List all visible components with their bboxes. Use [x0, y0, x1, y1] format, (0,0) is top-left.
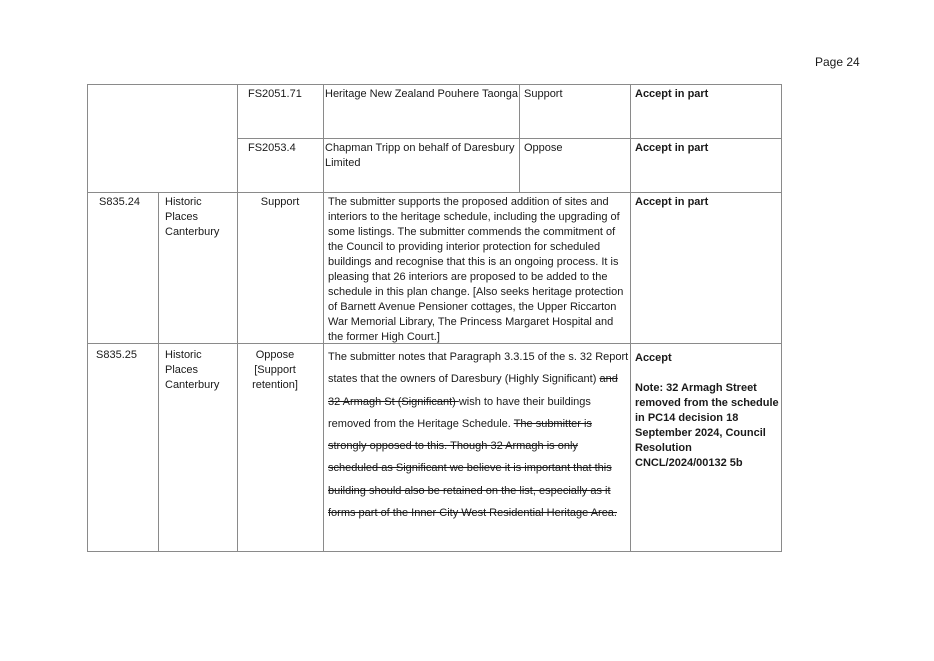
recommendation-decision: Accept [635, 352, 672, 364]
summary-text: The submitter notes that Paragraph 3.3.15 of the s. 32 Report states that the owners of Daresbury (Highly Significant) [328, 351, 629, 386]
submission-id: S835.24 [99, 196, 140, 208]
table-border-left [87, 84, 88, 552]
recommendation: Accept in part [635, 142, 709, 154]
position: Oppose [524, 142, 563, 154]
submission-id: FS2053.4 [248, 142, 296, 154]
submitter-name: Historic Places Canterbury [165, 196, 220, 238]
row-divider [237, 138, 781, 139]
submission-summary [328, 346, 630, 524]
submitter-name: Chapman Tripp on behalf of Daresbury Limited [325, 142, 515, 169]
submission-id: FS2051.71 [248, 88, 302, 100]
column-divider [630, 84, 631, 552]
submitter-name: Heritage New Zealand Pouhere Taonga [325, 88, 519, 100]
table-border-right [781, 84, 782, 552]
position: Support [524, 88, 563, 100]
position: Oppose [Support retention] [252, 349, 298, 391]
submitter-name: Historic Places Canterbury [165, 349, 220, 391]
column-divider [323, 84, 324, 552]
recommendation [635, 351, 779, 471]
recommendation-note: Note: 32 Armagh Street removed from the schedule in PC14 decision 18 September 2024, Council Resolution CNCL/2024/00132 5b [635, 382, 779, 469]
table-border-top [87, 84, 781, 85]
table-border-bottom [87, 551, 781, 552]
column-divider [519, 84, 520, 192]
summary-text-struck: The submitter is strongly opposed to this. Though 32 Armagh is only scheduled as Significant we believe it is important that this building should also be retained on the list, especially as it forms part of the Inner City West Residential Heritage Area. [328, 417, 617, 520]
column-divider [237, 84, 238, 552]
submission-summary: The submitter supports the proposed addition of sites and interiors to the heritage schedule, including the upgrading of some listings. The submitter commends the commitment of the Council to providing interior protection for scheduled buildings and recognise that this is an ongoing process. It is pleasing that 26 interiors are proposed to be added to the schedule in this plan change. [Also seeks heritage protection of Barnett Avenue Pensioner cottages, the Upper Riccarton War Memorial Library, The Princess Margaret Hospital and the former High Court.] [328, 196, 624, 343]
column-divider [158, 192, 159, 552]
recommendation: Accept in part [635, 88, 709, 100]
row-divider [87, 192, 781, 193]
summary-text: wish to have their buildings removed from the Heritage Schedule. [328, 395, 591, 430]
position: Support [260, 196, 300, 208]
page-number: Page 24 [815, 55, 860, 69]
submission-id: S835.25 [96, 349, 137, 361]
recommendation: Accept in part [635, 196, 709, 208]
summary-text-struck: and 32 Armagh St (Significant) [328, 373, 618, 408]
